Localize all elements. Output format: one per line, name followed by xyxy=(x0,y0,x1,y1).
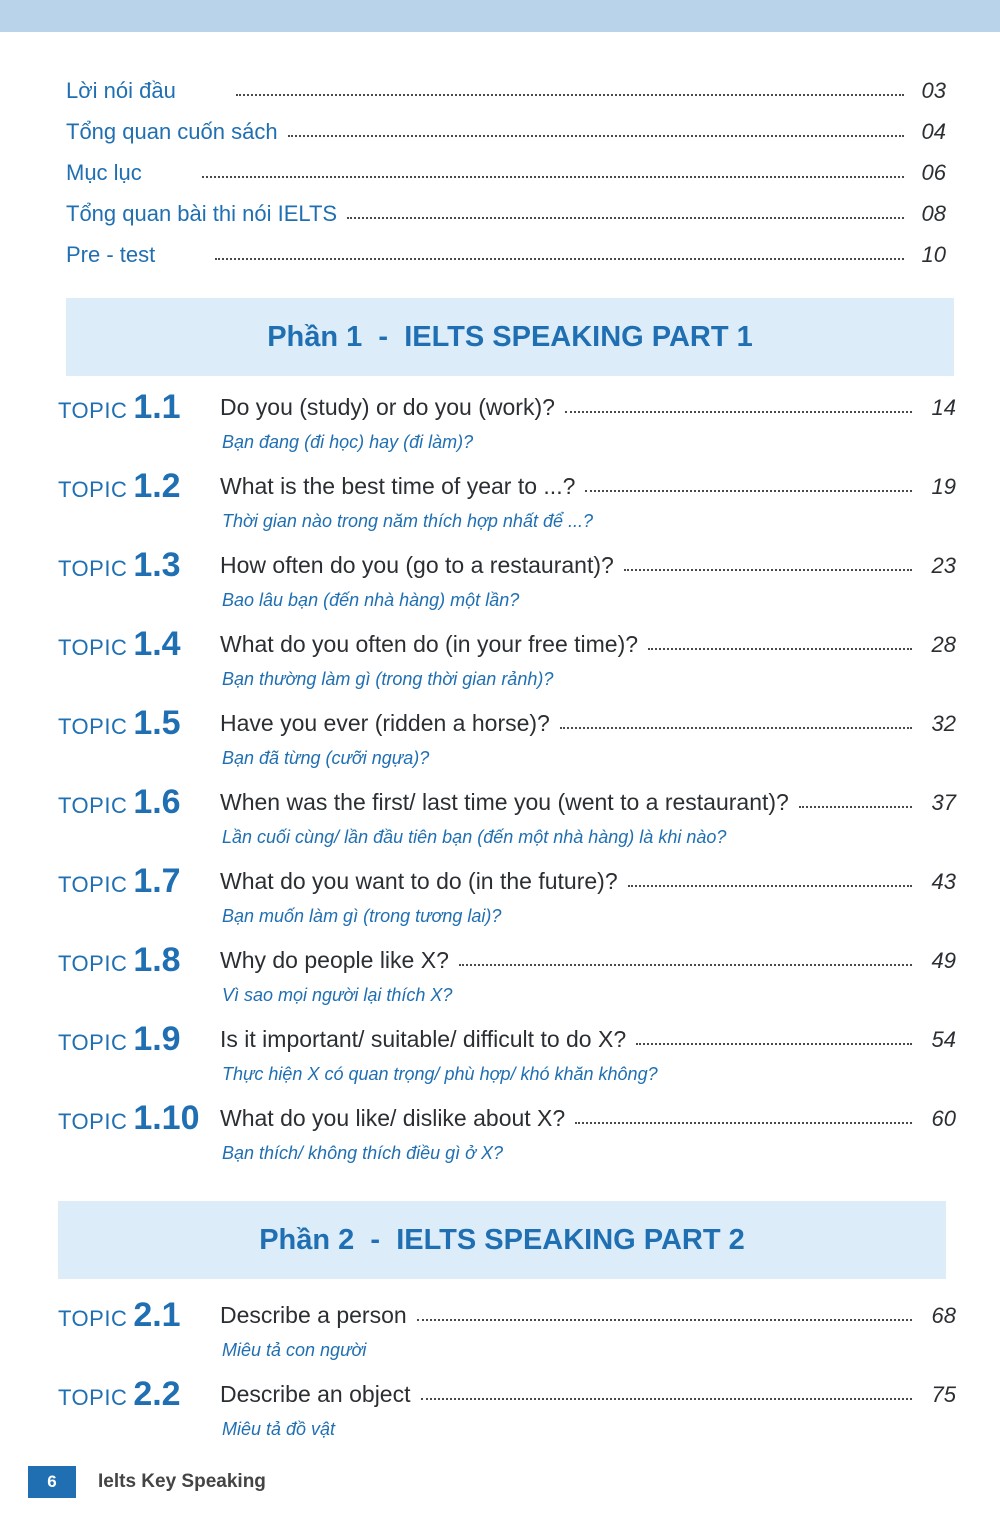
topic-translation: Bạn muốn làm gì (trong tương lai)? xyxy=(222,906,502,926)
topic-word: TOPIC xyxy=(58,951,128,976)
topic-word: TOPIC xyxy=(58,635,128,660)
section-heading: Phần 1 - IELTS SPEAKING PART 1 xyxy=(267,320,753,353)
front-matter-item[interactable] xyxy=(66,201,946,242)
dot-leader xyxy=(624,553,912,571)
topic-number: 1.5 xyxy=(133,704,181,742)
dot-leader xyxy=(202,160,904,178)
topic-page: 37 xyxy=(931,790,956,815)
dot-leader xyxy=(648,632,912,650)
topic-page: 54 xyxy=(931,1027,956,1052)
topic-title: When was the first/ last time you (went to a restaurant)? xyxy=(220,789,789,815)
dot-leader xyxy=(288,119,904,137)
topic-title: What do you like/ dislike about X? xyxy=(220,1105,566,1131)
topic-translation: Vì sao mọi người lại thích X? xyxy=(222,985,453,1005)
front-matter-page: 04 xyxy=(921,119,946,144)
topic-page: 60 xyxy=(931,1106,956,1131)
book-title: Ielts Key Speaking xyxy=(98,1471,266,1492)
topic-translation: Miêu tả con người xyxy=(222,1340,367,1360)
section-heading: Phần 2 - IELTS SPEAKING PART 2 xyxy=(259,1223,745,1256)
front-matter-page: 03 xyxy=(921,78,946,103)
topic-title: Describe an object xyxy=(220,1381,411,1407)
toc-topic-entry[interactable] xyxy=(58,1296,958,1372)
toc-topic-entry[interactable] xyxy=(58,467,958,543)
topic-title: What is the best time of year to ...? xyxy=(220,473,576,499)
toc-topic-entry[interactable] xyxy=(58,1375,958,1451)
topic-title: Describe a person xyxy=(220,1302,407,1328)
topic-word: TOPIC xyxy=(58,793,128,818)
topic-tag xyxy=(58,1020,218,1059)
topic-number: 1.1 xyxy=(133,388,181,426)
front-matter-label: Mục lục xyxy=(66,160,142,185)
front-matter-item[interactable] xyxy=(66,78,946,119)
dot-leader xyxy=(421,1382,913,1400)
toc-topic-entry[interactable] xyxy=(58,625,958,701)
topic-tag xyxy=(58,388,218,427)
front-matter-page: 08 xyxy=(921,201,946,226)
dot-leader xyxy=(215,242,904,260)
topic-tag xyxy=(58,1099,218,1138)
dot-leader xyxy=(347,201,904,219)
topic-number: 1.6 xyxy=(133,783,181,821)
topic-page: 14 xyxy=(931,395,956,420)
dot-leader xyxy=(636,1027,912,1045)
topic-page: 43 xyxy=(931,869,956,894)
topic-number: 1.10 xyxy=(133,1099,200,1137)
topic-translation: Thực hiện X có quan trọng/ phù hợp/ khó khăn không? xyxy=(222,1064,658,1084)
topic-number: 2.2 xyxy=(133,1375,181,1413)
topic-number: 1.8 xyxy=(133,941,181,979)
toc-topic-entry[interactable] xyxy=(58,704,958,780)
topic-tag xyxy=(58,783,218,822)
topic-tag xyxy=(58,546,218,585)
topic-word: TOPIC xyxy=(58,1385,128,1410)
front-matter-label: Tổng quan cuốn sách xyxy=(66,119,278,144)
toc-topic-entry[interactable] xyxy=(58,783,958,859)
topic-page: 23 xyxy=(931,553,956,578)
topic-page: 32 xyxy=(931,711,956,736)
topic-word: TOPIC xyxy=(58,556,128,581)
topic-title: How often do you (go to a restaurant)? xyxy=(220,552,614,578)
toc-topic-entry[interactable] xyxy=(58,1020,958,1096)
topic-page: 28 xyxy=(931,632,956,657)
topic-title: Do you (study) or do you (work)? xyxy=(220,394,555,420)
page-number-badge: 6 xyxy=(28,1466,76,1498)
section-banner-part-2 xyxy=(58,1201,946,1279)
topic-word: TOPIC xyxy=(58,1109,128,1134)
topic-title: Why do people like X? xyxy=(220,947,449,973)
dot-leader xyxy=(799,790,912,808)
topic-word: TOPIC xyxy=(58,714,128,739)
topic-word: TOPIC xyxy=(58,872,128,897)
topic-number: 1.2 xyxy=(133,467,181,505)
topic-tag xyxy=(58,1375,218,1414)
toc-topic-entry[interactable] xyxy=(58,388,958,464)
front-matter-list xyxy=(66,78,946,283)
topic-word: TOPIC xyxy=(58,398,128,423)
topic-translation: Bạn đang (đi học) hay (đi làm)? xyxy=(222,432,474,452)
topic-page: 19 xyxy=(931,474,956,499)
dot-leader xyxy=(560,711,912,729)
topic-tag xyxy=(58,625,218,664)
front-matter-item[interactable] xyxy=(66,119,946,160)
front-matter-label: Lời nói đầu xyxy=(66,78,176,103)
dot-leader xyxy=(236,78,904,96)
topic-title: Is it important/ suitable/ difficult to do X? xyxy=(220,1026,627,1052)
front-matter-item[interactable] xyxy=(66,242,946,283)
topic-translation: Bạn thích/ không thích điều gì ở X? xyxy=(222,1143,504,1163)
topic-tag xyxy=(58,862,218,901)
toc-topic-entry[interactable] xyxy=(58,862,958,938)
front-matter-page: 06 xyxy=(921,160,946,185)
dot-leader xyxy=(628,869,912,887)
toc-topic-entry[interactable] xyxy=(58,1099,958,1175)
topic-number: 2.1 xyxy=(133,1296,181,1334)
topic-page: 68 xyxy=(931,1303,956,1328)
toc-topic-entry[interactable] xyxy=(58,941,958,1017)
topic-translation: Miêu tả đồ vật xyxy=(222,1419,336,1439)
dot-leader xyxy=(585,474,912,492)
dot-leader xyxy=(565,395,912,413)
top-color-band xyxy=(0,0,1000,32)
topic-number: 1.4 xyxy=(133,625,181,663)
section-banner-part-1 xyxy=(66,298,954,376)
topic-number: 1.3 xyxy=(133,546,181,584)
topic-tag xyxy=(58,704,218,743)
topic-tag xyxy=(58,1296,218,1335)
topic-translation: Bao lâu bạn (đến nhà hàng) một lần? xyxy=(222,590,520,610)
front-matter-label: Pre - test xyxy=(66,242,156,267)
front-matter-page: 10 xyxy=(921,242,946,267)
topic-word: TOPIC xyxy=(58,1306,128,1331)
topic-translation: Bạn đã từng (cưỡi ngựa)? xyxy=(222,748,430,768)
topic-number: 1.7 xyxy=(133,862,181,900)
topic-translation: Thời gian nào trong năm thích hợp nhất để ...? xyxy=(222,511,593,531)
topic-title: Have you ever (ridden a horse)? xyxy=(220,710,550,736)
topic-word: TOPIC xyxy=(58,1030,128,1055)
dot-leader xyxy=(417,1303,912,1321)
topic-translation: Lần cuối cùng/ lần đầu tiên bạn (đến một nhà hàng) là khi nào? xyxy=(222,827,727,847)
dot-leader xyxy=(459,948,912,966)
topic-page: 75 xyxy=(931,1382,956,1407)
topic-tag xyxy=(58,467,218,506)
topic-title: What do you often do (in your free time)? xyxy=(220,631,639,657)
front-matter-item[interactable] xyxy=(66,160,946,201)
topic-number: 1.9 xyxy=(133,1020,181,1058)
page-footer xyxy=(28,1465,266,1499)
topic-word: TOPIC xyxy=(58,477,128,502)
topic-title: What do you want to do (in the future)? xyxy=(220,868,618,894)
topic-tag xyxy=(58,941,218,980)
topic-page: 49 xyxy=(931,948,956,973)
toc-topic-entry[interactable] xyxy=(58,546,958,622)
topic-translation: Bạn thường làm gì (trong thời gian rảnh)? xyxy=(222,669,554,689)
front-matter-label: Tổng quan bài thi nói IELTS xyxy=(66,201,338,226)
dot-leader xyxy=(575,1106,912,1124)
